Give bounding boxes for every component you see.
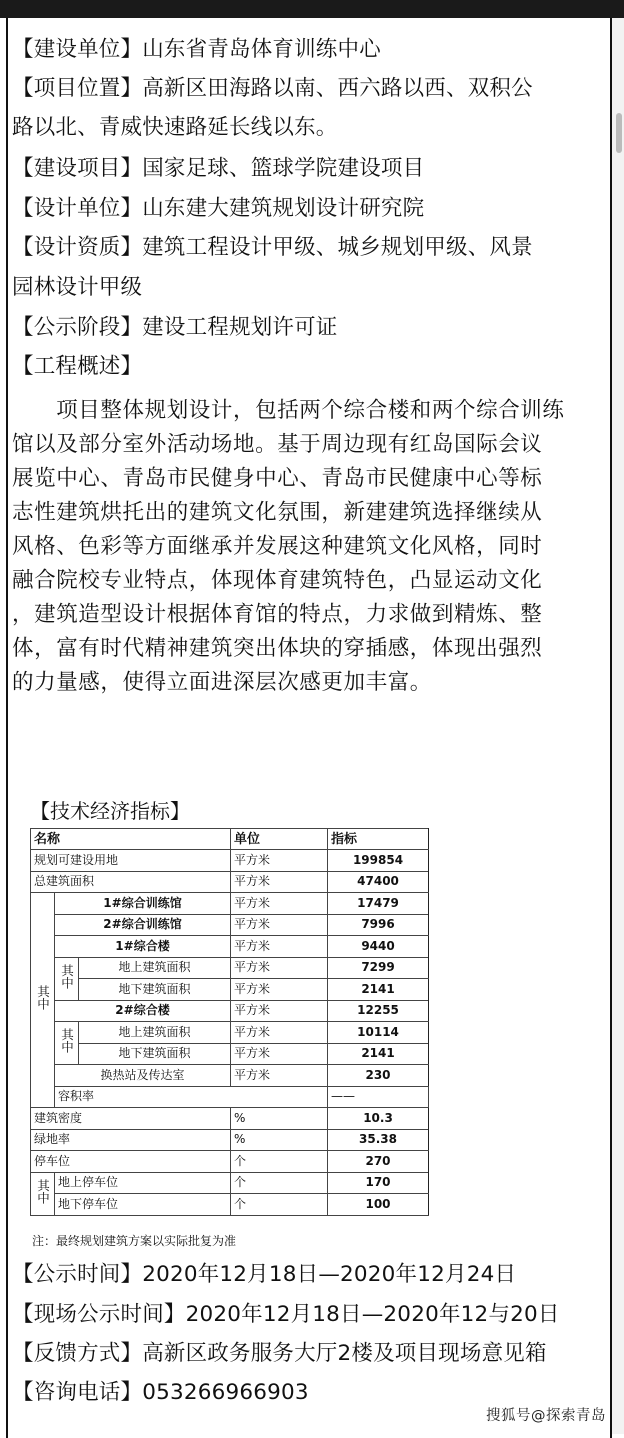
location-line-1: 【项目位置】高新区田海路以南、西六路以西、双积公 xyxy=(12,76,533,101)
cell-unit: 平方米 xyxy=(231,850,328,872)
feedback-line: 【反馈方式】高新区政务服务大厅2楼及项目现场意见箱 xyxy=(12,1341,547,1366)
cell-value: 47400 xyxy=(328,871,429,893)
table-title: 【技术经济指标】 xyxy=(30,799,190,823)
cell-name: 总建筑面积 xyxy=(31,871,231,893)
cell-value: 2141 xyxy=(328,979,429,1001)
table-row xyxy=(31,1086,429,1108)
table-row xyxy=(31,1022,429,1044)
overview-line: ，建筑造型设计根据体育馆的特点，力求做到精炼、整 xyxy=(12,602,543,627)
overview-line: 志性建筑烘托出的建筑文化氛围，新建建筑选择继续从 xyxy=(12,500,543,525)
cell-name: 2#综合楼 xyxy=(55,1000,231,1022)
qizhong-sub-label xyxy=(55,1022,79,1065)
qizhong-text: 其中 xyxy=(59,963,75,989)
cell-value: 270 xyxy=(328,1151,429,1173)
overview-line: 项目整体规划设计，包括两个综合楼和两个综合训练 xyxy=(12,398,565,423)
overview-line: 融合院校专业特点，体现体育建筑特色，凸显运动文化 xyxy=(12,568,543,593)
qualification-line-2: 园林设计甲级 xyxy=(12,275,143,300)
project-line: 【建设项目】国家足球、篮球学院建设项目 xyxy=(12,156,425,181)
cell-name: 换热站及传达室 xyxy=(55,1065,231,1087)
cell-unit: —— xyxy=(328,1086,429,1108)
cell-unit: 平方米 xyxy=(231,1043,328,1065)
phone-line: 【咨询电话】053266966903 xyxy=(12,1380,309,1405)
qualification-line-1: 【设计资质】建筑工程设计甲级、城乡规划甲级、风景 xyxy=(12,235,533,260)
builder-line: 【建设单位】山东省青岛体育训练中心 xyxy=(12,37,381,62)
cell-value: 2141 xyxy=(328,1043,429,1065)
cell-value: 9440 xyxy=(328,936,429,958)
cell-value: 35.38 xyxy=(328,1129,429,1151)
cell-unit: 平方米 xyxy=(231,914,328,936)
cell-unit: 平方米 xyxy=(231,893,328,915)
stage-line: 【公示阶段】建设工程规划许可证 xyxy=(12,315,338,340)
cell-unit: % xyxy=(231,1108,328,1130)
cell-name: 1#综合训练馆 xyxy=(55,893,231,915)
table-row xyxy=(31,1129,429,1151)
cell-name: 建筑密度 xyxy=(31,1108,231,1130)
cell-name: 停车位 xyxy=(31,1151,231,1173)
overview-paragraph xyxy=(12,394,610,700)
qizhong-label xyxy=(31,1172,55,1215)
edge-mark xyxy=(616,113,622,153)
cell-unit: 平方米 xyxy=(231,1000,328,1022)
cell-value: 199854 xyxy=(328,850,429,872)
overview-line: 的力量感，使得立面进深层次感更加丰富。 xyxy=(12,670,432,695)
cell-name: 地上建筑面积 xyxy=(79,1022,231,1044)
cell-value: 10114 xyxy=(328,1022,429,1044)
cell-name: 地上停车位 xyxy=(55,1172,231,1194)
cell-unit: 个 xyxy=(231,1172,328,1194)
announce-time-line: 【公示时间】2020年12月18日—2020年12月24日 xyxy=(12,1262,517,1287)
cell-unit: 平方米 xyxy=(231,936,328,958)
location-line-2: 路以北、青威快速路延长线以东。 xyxy=(12,115,338,140)
header-unit: 单位 xyxy=(231,829,328,850)
cell-name: 容积率 xyxy=(55,1086,328,1108)
cell-unit: 平方米 xyxy=(231,957,328,979)
cell-value: 100 xyxy=(328,1194,429,1216)
overview-heading: 【工程概述】 xyxy=(12,354,143,379)
qizhong-label xyxy=(31,893,55,1108)
right-edge-strip xyxy=(612,18,624,1434)
table-row xyxy=(31,1108,429,1130)
table-row xyxy=(31,1151,429,1173)
cell-value: 230 xyxy=(328,1065,429,1087)
source-watermark: 搜狐号@探索青岛 xyxy=(486,1408,606,1424)
overview-line: 展览中心、青岛市民健身中心、青岛市民健康中心等标 xyxy=(12,466,543,491)
designer-line: 【设计单位】山东建大建筑规划设计研究院 xyxy=(12,196,425,221)
notice-frame xyxy=(6,18,612,1438)
cell-unit: 个 xyxy=(231,1151,328,1173)
qizhong-text: 其中 xyxy=(35,985,51,1010)
overview-line: 风格、色彩等方面继承并发展这种建筑文化风格，同时 xyxy=(12,534,543,559)
cell-unit: 个 xyxy=(231,1194,328,1216)
site-time-line: 【现场公示时间】2020年12月18日—2020年12与20日 xyxy=(12,1302,560,1327)
cell-value: 7299 xyxy=(328,957,429,979)
cell-name: 地上建筑面积 xyxy=(79,957,231,979)
qizhong-text: 其中 xyxy=(35,1178,51,1204)
header-name: 名称 xyxy=(31,829,231,850)
table-row xyxy=(31,850,429,872)
table-header-row xyxy=(31,829,429,850)
table-row xyxy=(31,893,429,915)
overview-line: 体，富有时代精神建筑突出体块的穿插感，体现出强烈 xyxy=(12,636,543,661)
qizhong-sub-label xyxy=(55,957,79,1000)
table-row xyxy=(31,914,429,936)
cell-unit: 平方米 xyxy=(231,1065,328,1087)
table-row xyxy=(31,1065,429,1087)
table-note: 注：最终规划建筑方案以实际批复为准 xyxy=(32,1234,237,1248)
cell-name: 规划可建设用地 xyxy=(31,850,231,872)
cell-unit: % xyxy=(231,1129,328,1151)
table-row xyxy=(31,1000,429,1022)
cell-value: 7996 xyxy=(328,914,429,936)
cell-unit: 平方米 xyxy=(231,1022,328,1044)
table-row xyxy=(31,1172,429,1194)
table-row xyxy=(31,871,429,893)
cell-value: 17479 xyxy=(328,893,429,915)
table-row xyxy=(31,1194,429,1216)
cell-name: 绿地率 xyxy=(31,1129,231,1151)
header-value: 指标 xyxy=(328,829,429,850)
cell-unit: 平方米 xyxy=(231,871,328,893)
cell-unit: 平方米 xyxy=(231,979,328,1001)
cell-value: 10.3 xyxy=(328,1108,429,1130)
table-row xyxy=(31,979,429,1001)
overview-line: 馆以及部分室外活动场地。基于周边现有红岛国际会议 xyxy=(12,432,543,457)
table-row xyxy=(31,936,429,958)
cell-name: 2#综合训练馆 xyxy=(55,914,231,936)
top-dark-bar xyxy=(0,0,624,18)
tech-econ-table xyxy=(30,828,429,1216)
cell-value: 170 xyxy=(328,1172,429,1194)
table-row xyxy=(31,957,429,979)
tech-table-wrap xyxy=(30,828,428,1216)
cell-name: 地下建筑面积 xyxy=(79,979,231,1001)
qizhong-text: 其中 xyxy=(59,1028,75,1053)
cell-name: 1#综合楼 xyxy=(55,936,231,958)
cell-name: 地下停车位 xyxy=(55,1194,231,1216)
cell-value: 12255 xyxy=(328,1000,429,1022)
table-row xyxy=(31,1043,429,1065)
cell-name: 地下建筑面积 xyxy=(79,1043,231,1065)
